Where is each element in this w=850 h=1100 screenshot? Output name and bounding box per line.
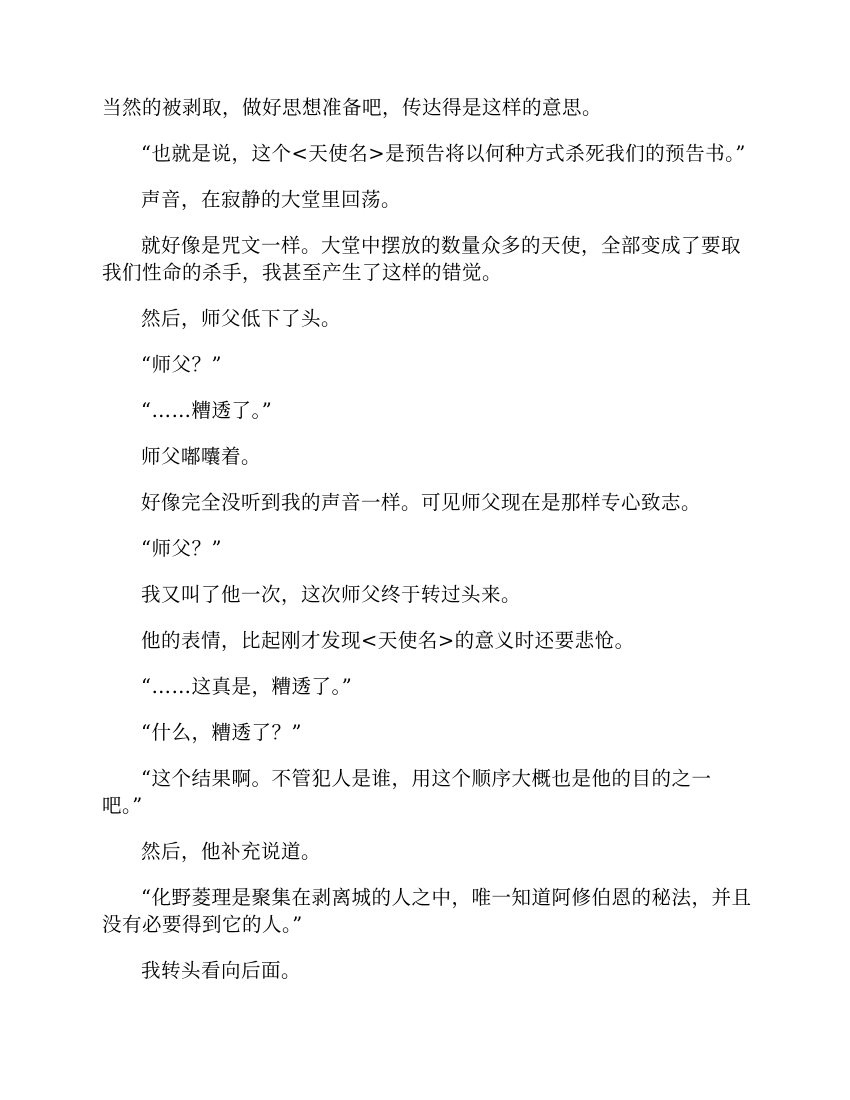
paragraph: “……糟透了。” (141, 399, 273, 422)
paragraph: 然后，师父低下了头。 (141, 307, 342, 330)
paragraph: 师父嘟囔着。 (141, 445, 262, 468)
paragraph: 然后，他补充说道。 (141, 840, 322, 863)
paragraph: “……这真是，糟透了。” (141, 675, 353, 698)
paragraph: 声音，在寂静的大堂里回荡。 (141, 188, 402, 211)
paragraph: “这个结果啊。不管犯人是谁，用这个顺序大概也是他的目的之一吧。” (102, 767, 712, 817)
paragraph: “化野菱理是聚集在剥离城的人之中，唯一知道阿修伯恩的秘法，并且没有必要得到它的人。” (102, 886, 752, 936)
document-page (102, 94, 752, 1003)
paragraph: “师父？” (141, 353, 222, 376)
paragraph: 当然的被剥取，做好思想准备吧，传达得是这样的意思。 (102, 96, 603, 119)
paragraph: 就好像是咒文一样。大堂中摆放的数量众多的天使，全部变成了要取我们性命的杀手，我甚至产生了这样的错觉。 (102, 234, 742, 284)
paragraph: “什么，糟透了？” (141, 721, 302, 744)
paragraph: 我转头看向后面。 (141, 959, 302, 982)
paragraph: 我又叫了他一次，这次师父终于转过头来。 (141, 583, 522, 606)
paragraph: 好像完全没听到我的声音一样。可见师父现在是那样专心致志。 (141, 491, 702, 514)
paragraph: “师父？” (141, 537, 222, 560)
paragraph: 他的表情，比起刚才发现<天使名>的意义时还要悲怆。 (141, 629, 635, 652)
paragraph: “也就是说，这个<天使名>是预告将以何种方式杀死我们的预告书。” (141, 142, 746, 165)
